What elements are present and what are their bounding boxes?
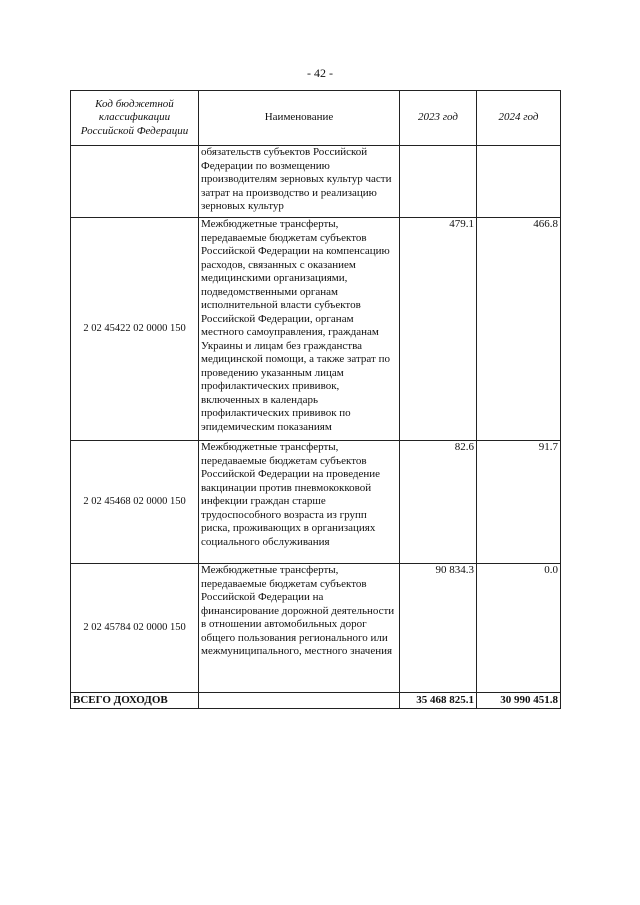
- table-row: [71, 564, 561, 693]
- row-code: [71, 146, 199, 218]
- total-2023-value: 35 468 825.1: [400, 693, 477, 709]
- table-header-row: [71, 91, 561, 146]
- row-2023-value: 90 834.3: [400, 564, 477, 693]
- row-2023-value: [400, 146, 477, 218]
- header-name: Наименование: [199, 91, 400, 146]
- total-row: [71, 693, 561, 709]
- row-name: обязательств субъектов Российской Федерации по возмещению производителям зерновых культур части затрат на производство и реализацию зерновых культур: [199, 146, 400, 218]
- table-row: [71, 146, 561, 218]
- table-row: [71, 441, 561, 564]
- budget-revenue-table: [70, 90, 561, 709]
- page-number: - 42 -: [307, 66, 333, 80]
- table-row: [71, 218, 561, 441]
- row-code: 2 02 45784 02 0000 150: [71, 564, 199, 693]
- row-2023-value: 479.1: [400, 218, 477, 441]
- row-2024-value: 0.0: [477, 564, 561, 693]
- header-code: Код бюджетной классификации Российской Федерации: [71, 91, 199, 146]
- row-code: 2 02 45468 02 0000 150: [71, 441, 199, 564]
- header-2024: 2024 год: [477, 91, 561, 146]
- row-2024-value: [477, 146, 561, 218]
- row-2023-value: 82.6: [400, 441, 477, 564]
- row-code: 2 02 45422 02 0000 150: [71, 218, 199, 441]
- header-2023: 2023 год: [400, 91, 477, 146]
- row-2024-value: 91.7: [477, 441, 561, 564]
- row-name: Межбюджетные трансферты, передаваемые бюджетам субъектов Российской Федерации на проведение вакцинации против пневмококковой инфекции граждан старше трудоспособного возраста из групп риска, проживающих в организациях социального обслуживания: [199, 441, 400, 564]
- row-name: Межбюджетные трансферты, передаваемые бюджетам субъектов Российской Федерации на финансирование дорожной деятельности в отношении автомобильных дорог общего пользования регионального или межмуниципального, местного значения: [199, 564, 400, 693]
- row-name: Межбюджетные трансферты, передаваемые бюджетам субъектов Российской Федерации на компенсацию расходов, связанных с оказанием медицинскими организациями, подведомственными органам исполнительной власти субъектов Российской Федерации, органам местного самоуправления, гражданам Украины и лицам без гражданства медицинской помощи, а также затрат по проведению указанным лицам профилактических прививок, включенных в календарь профилактических прививок по эпидемическим показаниям: [199, 218, 400, 441]
- row-2024-value: 466.8: [477, 218, 561, 441]
- total-2024-value: 30 990 451.8: [477, 693, 561, 709]
- total-name-empty: [199, 693, 400, 709]
- total-label: ВСЕГО ДОХОДОВ: [71, 693, 199, 709]
